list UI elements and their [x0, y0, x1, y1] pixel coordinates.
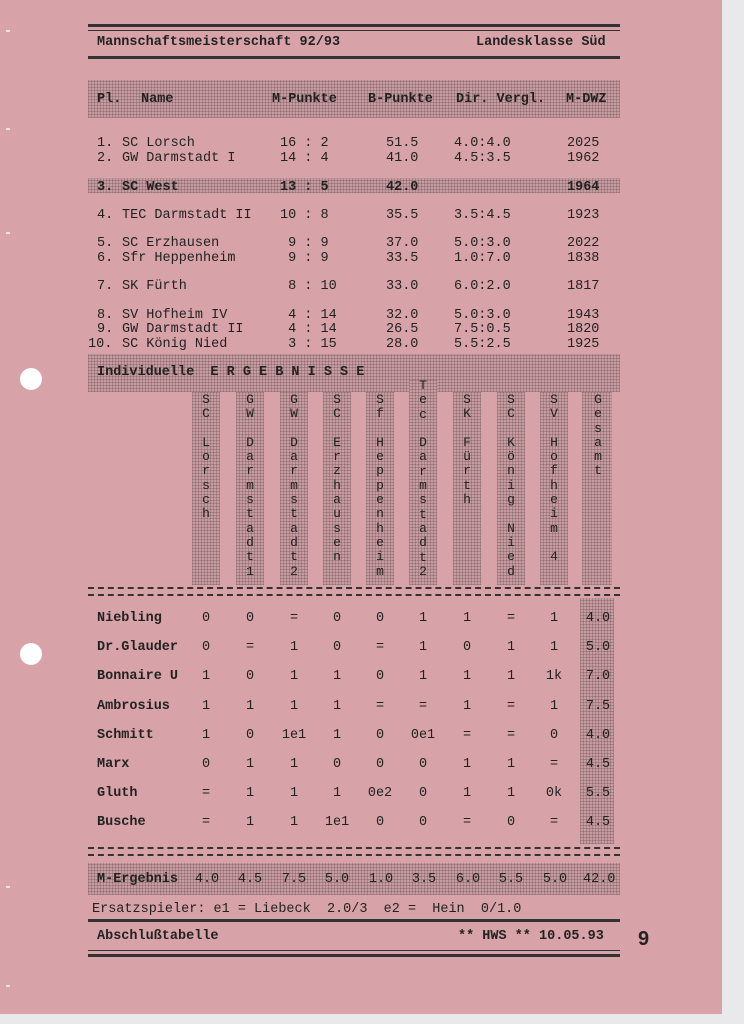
- result-cell: 1: [289, 669, 299, 684]
- standings-cell-bp: 37.0: [386, 236, 419, 251]
- standings-cell-bp: 33.0: [386, 279, 419, 294]
- result-cell: 1k: [545, 669, 563, 684]
- standings-cell-dwz: 1964: [567, 180, 600, 195]
- standings-cell-mp: 9 : 9: [280, 251, 329, 266]
- result-cell: 0e1: [410, 728, 436, 743]
- standings-cell-name: GW Darmstadt I: [122, 151, 236, 166]
- standings-cell-dwz: 1923: [567, 208, 600, 223]
- player-total: 5.0: [585, 640, 611, 655]
- result-cell: 1: [289, 640, 299, 655]
- standings-cell-name: Sfr Heppenheim: [122, 251, 236, 266]
- player-total: 4.0: [585, 728, 611, 743]
- player-total: 7.5: [585, 699, 611, 714]
- result-cell: 1: [332, 786, 342, 801]
- result-cell: =: [418, 699, 428, 714]
- team-result-cell: 4.0: [194, 872, 220, 887]
- col-dir-vergl: Dir. Vergl.: [456, 92, 546, 107]
- result-cell: 1: [289, 757, 299, 772]
- footer-rule-bottom: [88, 954, 620, 957]
- result-cell: =: [506, 699, 516, 714]
- opponent-header: S C K ö n i g N i e d: [507, 392, 515, 579]
- standings-cell-dv: 4.5:3.5: [454, 151, 511, 166]
- substitutes-line: Ersatzspieler: e1 = Liebeck 2.0/3 e2 = Hein 0/1.0: [92, 902, 522, 917]
- player-name: Busche: [97, 815, 146, 830]
- team-result-cell: 42.0: [583, 872, 616, 887]
- result-cell: 1: [462, 757, 472, 772]
- standings-cell-dwz: 1925: [567, 337, 600, 352]
- standings-cell-name: SC Erzhausen: [122, 236, 220, 251]
- standings-cell-bp: 32.0: [386, 308, 419, 323]
- result-cell: 0: [549, 728, 559, 743]
- result-cell: 0: [462, 640, 472, 655]
- player-total: 5.5: [585, 786, 611, 801]
- standings-cell-pl: 1.: [97, 136, 114, 151]
- player-total: 7.0: [585, 669, 611, 684]
- standings-cell-dwz: 1943: [567, 308, 600, 323]
- header-league: Landesklasse Süd: [476, 35, 606, 50]
- result-cell: 0e2: [367, 786, 393, 801]
- standings-cell-dv: 5.0:3.0: [454, 308, 511, 323]
- standings-cell-mp: 16 : 2: [280, 136, 329, 151]
- total-column-band: [580, 598, 614, 844]
- player-name: Ambrosius: [97, 699, 170, 714]
- standings-cell-pl: 2.: [97, 151, 114, 166]
- result-cell: =: [462, 815, 472, 830]
- standings-cell-dv: 5.5:2.5: [454, 337, 511, 352]
- result-cell: 0: [332, 611, 342, 626]
- result-cell: 1: [506, 669, 516, 684]
- standings-cell-pl: 8.: [97, 308, 114, 323]
- team-result-cell: 5.0: [324, 872, 350, 887]
- standings-cell-name: SC Lorsch: [122, 136, 195, 151]
- header-rule-top-thin: [88, 30, 620, 31]
- result-cell: 1: [201, 728, 211, 743]
- team-result-label: M-Ergebnis: [97, 872, 179, 887]
- standings-cell-mp: 4 : 14: [280, 322, 337, 337]
- standings-cell-bp: 26.5: [386, 322, 419, 337]
- standings-cell-bp: 28.0: [386, 337, 419, 352]
- opponent-header: G W D a r m s t a d t 1: [246, 392, 254, 579]
- result-cell: 0: [418, 786, 428, 801]
- footer-rule-top: [88, 919, 620, 922]
- result-cell: 0: [201, 757, 211, 772]
- result-cell: 1: [462, 669, 472, 684]
- standings-cell-dv: 6.0:2.0: [454, 279, 511, 294]
- result-cell: 1: [549, 699, 559, 714]
- col-b-punkte: B-Punkte: [368, 92, 433, 107]
- result-cell: 1e1: [324, 815, 350, 830]
- opponent-header: G e s a m t: [594, 392, 602, 479]
- result-cell: =: [506, 728, 516, 743]
- result-cell: 0: [506, 815, 516, 830]
- result-cell: 1: [462, 611, 472, 626]
- standings-cell-mp: 10 : 8: [280, 208, 329, 223]
- result-cell: 0: [245, 728, 255, 743]
- player-name: Niebling: [97, 611, 162, 626]
- standings-cell-pl: 3.: [97, 180, 114, 195]
- result-cell: 0: [418, 757, 428, 772]
- result-cell: 0: [201, 611, 211, 626]
- result-cell: 0: [375, 757, 385, 772]
- player-name: Marx: [97, 757, 130, 772]
- result-cell: 1: [549, 611, 559, 626]
- result-cell: 1: [332, 669, 342, 684]
- result-cell: =: [375, 699, 385, 714]
- player-total: 4.5: [585, 815, 611, 830]
- standings-cell-bp: 35.5: [386, 208, 419, 223]
- results-title: Individuelle E R G E B N I S S E: [97, 365, 365, 380]
- result-cell: =: [375, 640, 385, 655]
- result-cell: 1: [245, 786, 255, 801]
- standings-cell-dv: 1.0:7.0: [454, 251, 511, 266]
- standings-cell-dwz: 1838: [567, 251, 600, 266]
- punch-hole-bottom: [20, 643, 42, 665]
- result-cell: 0: [332, 640, 342, 655]
- standings-cell-name: SC West: [122, 180, 179, 195]
- result-cell: 1: [201, 669, 211, 684]
- result-cell: =: [549, 815, 559, 830]
- opponent-header: G W D a r m s t a d t 2: [290, 392, 298, 579]
- standings-cell-mp: 4 : 14: [280, 308, 337, 323]
- opponent-header: S V H o f h e i m 4: [550, 392, 558, 565]
- result-cell: 1: [462, 786, 472, 801]
- team-result-cell: 3.5: [411, 872, 437, 887]
- margin-mark: [6, 232, 10, 234]
- standings-cell-dwz: 1962: [567, 151, 600, 166]
- page-number: 9: [638, 928, 650, 950]
- col-name: Name: [141, 92, 174, 107]
- result-cell: 1: [506, 786, 516, 801]
- result-cell: 1: [332, 728, 342, 743]
- standings-cell-pl: 6.: [97, 251, 114, 266]
- result-cell: 0: [245, 611, 255, 626]
- col-m-punkte: M-Punkte: [272, 92, 337, 107]
- result-cell: =: [462, 728, 472, 743]
- opponent-header: S f H e p p e n h e i m: [376, 392, 384, 579]
- result-cell: =: [245, 640, 255, 655]
- player-total: 4.0: [585, 611, 611, 626]
- standings-cell-dwz: 2022: [567, 236, 600, 251]
- result-cell: 1: [506, 640, 516, 655]
- margin-mark: [6, 30, 10, 32]
- standings-cell-bp: 51.5: [386, 136, 419, 151]
- punch-hole-top: [20, 368, 42, 390]
- result-cell: 1: [289, 815, 299, 830]
- team-result-cell: 1.0: [368, 872, 394, 887]
- result-cell: 0: [418, 815, 428, 830]
- result-cell: 1: [201, 699, 211, 714]
- margin-mark: [6, 985, 10, 987]
- opponent-header: S C L o r s c h: [202, 392, 210, 522]
- opponent-header: S K F ü r t h: [463, 392, 471, 508]
- col-platz: Pl.: [97, 92, 122, 107]
- player-name: Bonnaire U: [97, 669, 179, 684]
- header-rule-top: [88, 24, 620, 27]
- header-title: Mannschaftsmeisterschaft 92/93: [97, 35, 341, 50]
- standings-cell-dv: 3.5:4.5: [454, 208, 511, 223]
- standings-cell-pl: 4.: [97, 208, 114, 223]
- dashed-rule-1: [88, 587, 620, 589]
- result-cell: 1: [549, 640, 559, 655]
- standings-cell-dwz: 1817: [567, 279, 600, 294]
- standings-cell-dv: 7.5:0.5: [454, 322, 511, 337]
- margin-mark: [6, 886, 10, 888]
- standings-cell-mp: 9 : 9: [280, 236, 329, 251]
- standings-cell-pl: 9.: [97, 322, 114, 337]
- team-result-cell: 4.5: [237, 872, 263, 887]
- result-cell: 0: [245, 669, 255, 684]
- result-cell: 1: [506, 757, 516, 772]
- standings-cell-bp: 41.0: [386, 151, 419, 166]
- result-cell: 1: [462, 699, 472, 714]
- result-cell: 0: [375, 728, 385, 743]
- team-result-cell: 5.5: [498, 872, 524, 887]
- dashed-rule-2: [88, 594, 620, 596]
- result-cell: 1: [418, 669, 428, 684]
- standings-cell-dwz: 1820: [567, 322, 600, 337]
- opponent-header: T e c D a r m s t a d t 2: [419, 378, 427, 579]
- footer-left: Abschlußtabelle: [97, 929, 219, 944]
- result-cell: =: [549, 757, 559, 772]
- header-rule-bottom: [88, 56, 620, 59]
- standings-cell-mp: 8 : 10: [280, 279, 337, 294]
- player-name: Schmitt: [97, 728, 154, 743]
- result-cell: 1: [289, 786, 299, 801]
- standings-cell-pl: 7.: [97, 279, 114, 294]
- standings-cell-pl: 5.: [97, 236, 114, 251]
- standings-cell-name: SK Fürth: [122, 279, 187, 294]
- footer-rule-bottom-thin: [88, 950, 620, 951]
- team-result-cell: 5.0: [542, 872, 568, 887]
- result-cell: 0: [332, 757, 342, 772]
- result-cell: 1: [289, 699, 299, 714]
- standings-cell-name: SC König Nied: [122, 337, 228, 352]
- standings-cell-mp: 13 : 5: [280, 180, 329, 195]
- player-total: 4.5: [585, 757, 611, 772]
- result-cell: =: [289, 611, 299, 626]
- standings-cell-dwz: 2025: [567, 136, 600, 151]
- result-cell: =: [201, 786, 211, 801]
- result-cell: 1: [245, 815, 255, 830]
- player-name: Gluth: [97, 786, 138, 801]
- team-result-cell: 7.5: [281, 872, 307, 887]
- result-cell: 1: [418, 640, 428, 655]
- result-cell: 0: [201, 640, 211, 655]
- standings-cell-mp: 3 : 15: [280, 337, 337, 352]
- result-cell: 0: [375, 669, 385, 684]
- margin-mark: [6, 128, 10, 130]
- standings-cell-dv: 4.0:4.0: [454, 136, 511, 151]
- result-cell: 1: [245, 699, 255, 714]
- result-cell: 0k: [545, 786, 563, 801]
- result-cell: 0: [375, 815, 385, 830]
- result-cell: 1: [332, 699, 342, 714]
- team-result-cell: 6.0: [455, 872, 481, 887]
- standings-cell-name: GW Darmstadt II: [122, 322, 244, 337]
- standings-cell-name: SV Hofheim IV: [122, 308, 228, 323]
- result-cell: 1: [418, 611, 428, 626]
- footer-right: ** HWS ** 10.05.93: [458, 929, 604, 944]
- result-cell: =: [201, 815, 211, 830]
- standings-cell-bp: 33.5: [386, 251, 419, 266]
- result-cell: 1e1: [281, 728, 307, 743]
- player-name: Dr.Glauder: [97, 640, 179, 655]
- dashed-rule-4: [88, 854, 620, 856]
- standings-cell-dv: 5.0:3.0: [454, 236, 511, 251]
- dashed-rule-3: [88, 847, 620, 849]
- result-cell: 0: [375, 611, 385, 626]
- col-m-dwz: M-DWZ: [566, 92, 607, 107]
- result-cell: 1: [245, 757, 255, 772]
- standings-cell-bp: 42.0: [386, 180, 419, 195]
- standings-cell-mp: 14 : 4: [280, 151, 329, 166]
- opponent-header: S C E r z h a u s e n: [333, 392, 341, 565]
- standings-cell-name: TEC Darmstadt II: [122, 208, 252, 223]
- standings-cell-pl: 10.: [88, 337, 113, 352]
- result-cell: =: [506, 611, 516, 626]
